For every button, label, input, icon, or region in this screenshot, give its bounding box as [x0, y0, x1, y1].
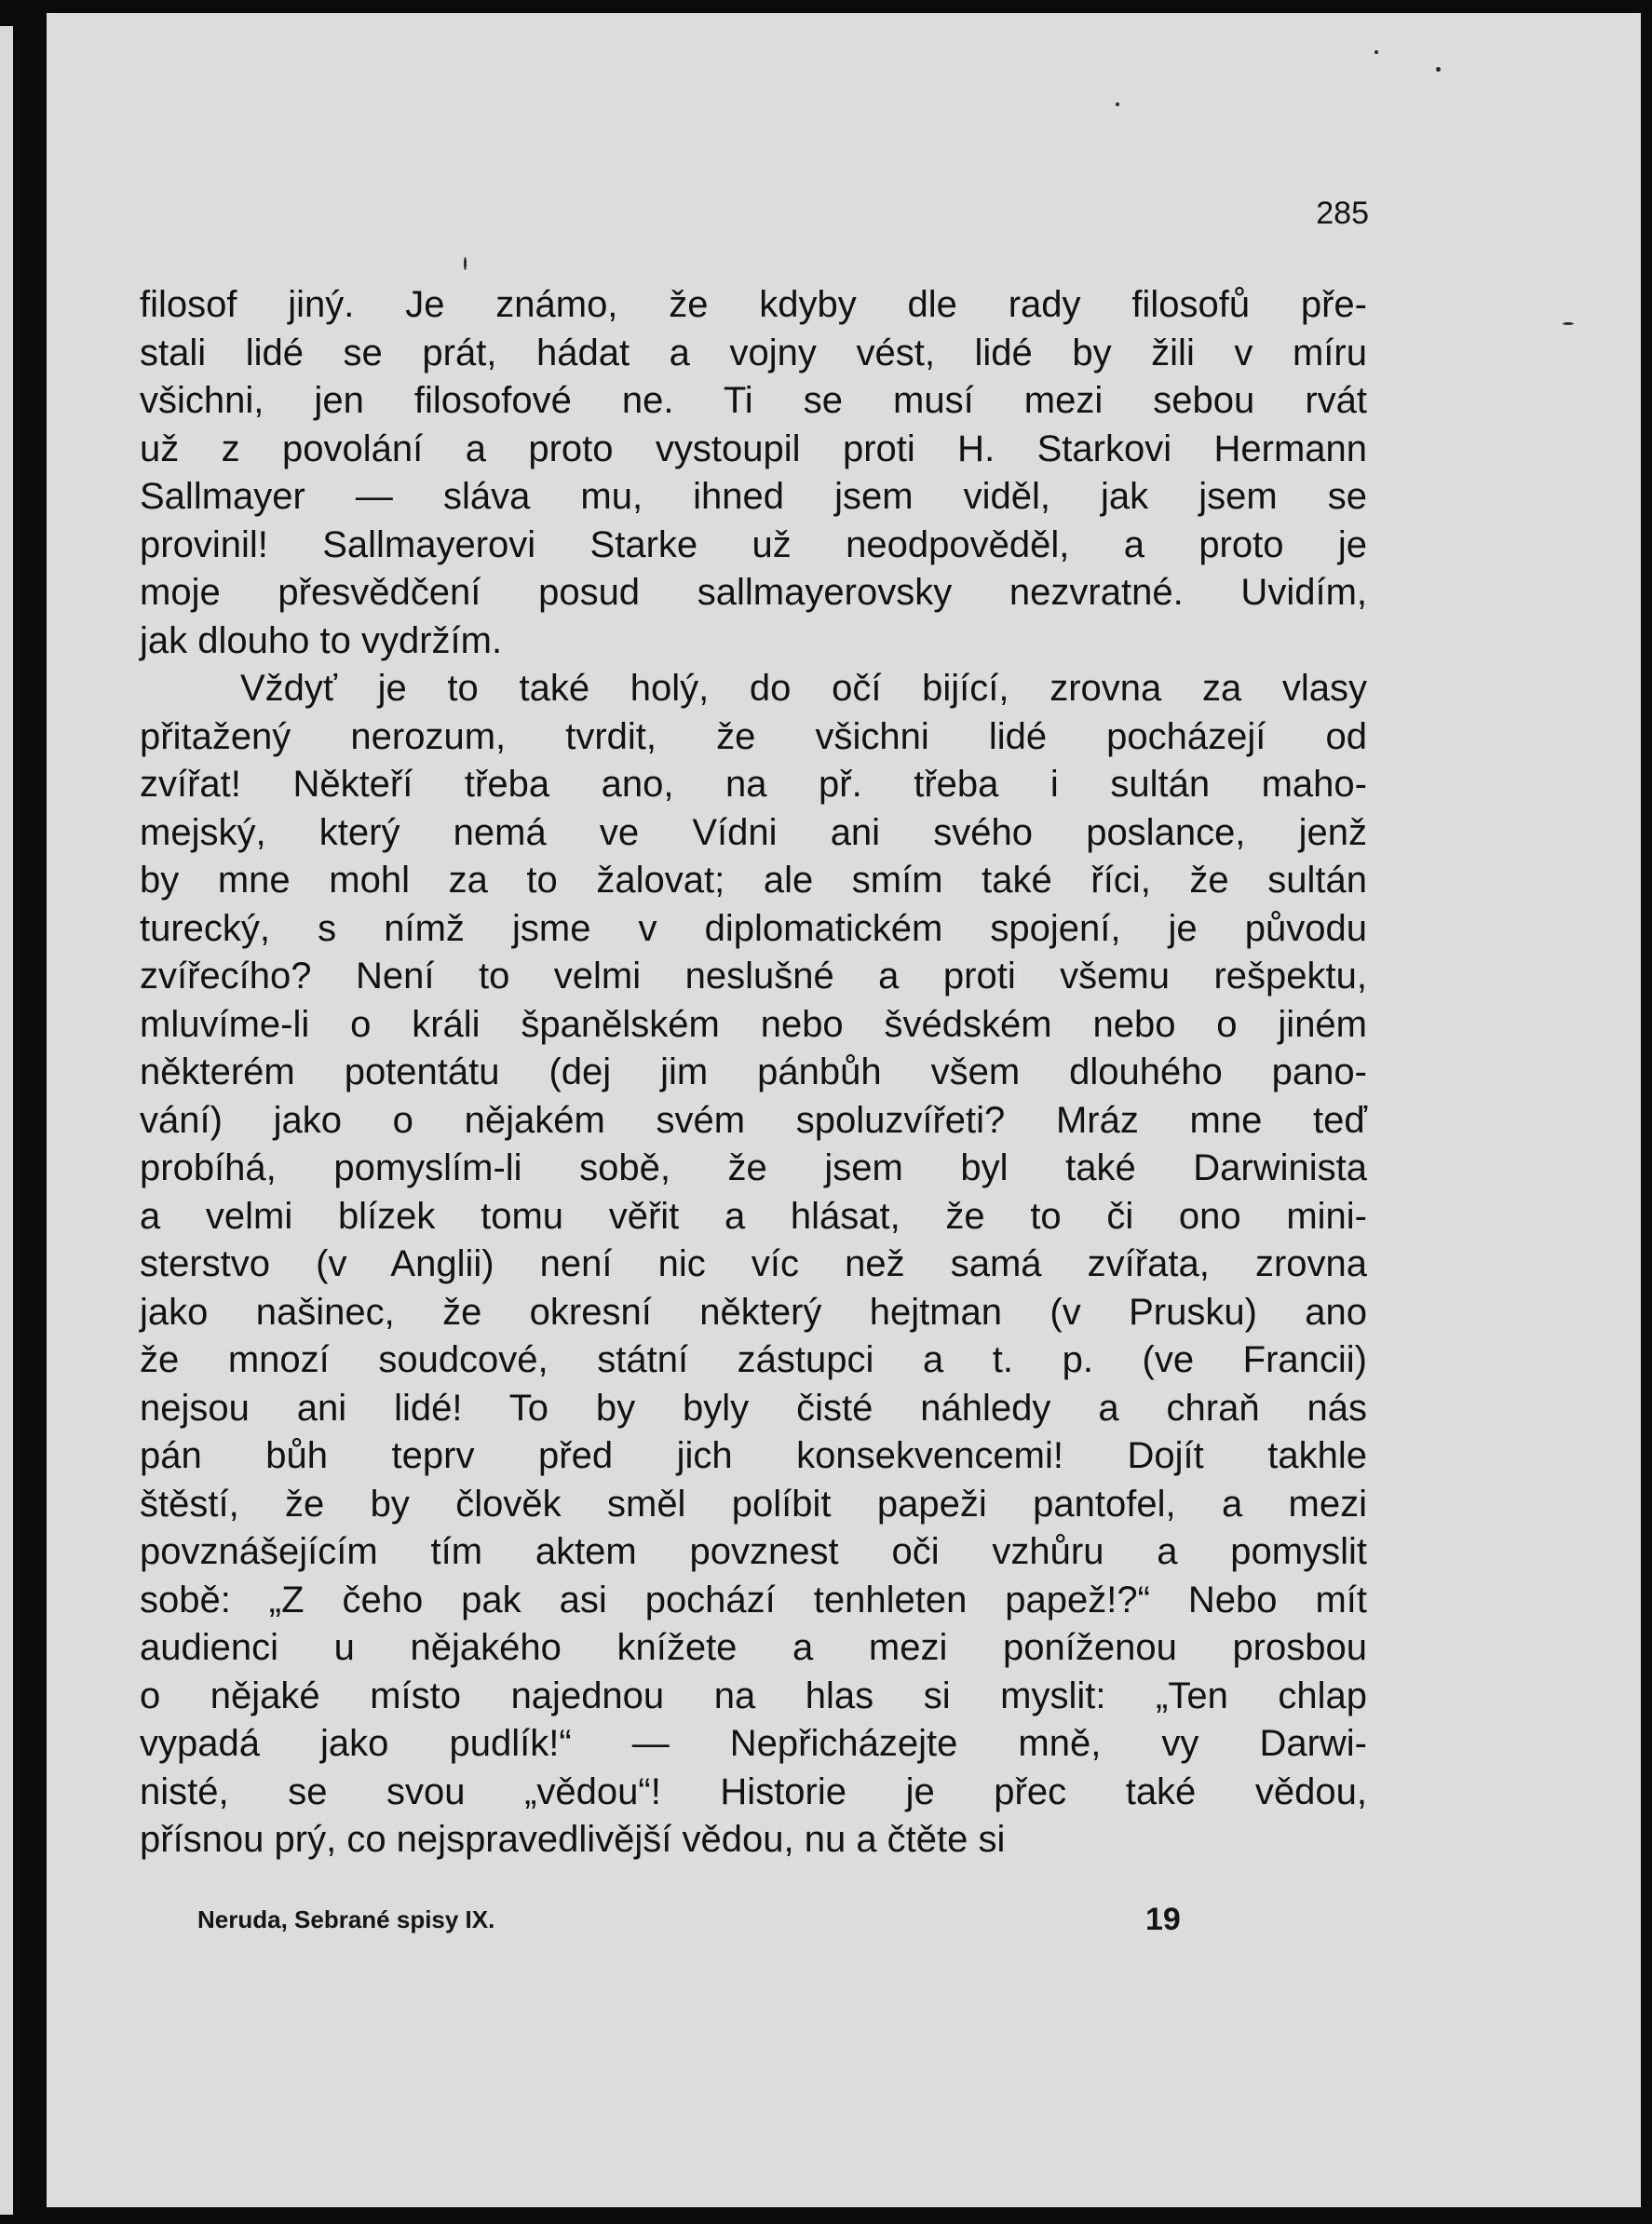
text-line: sterstvo (v Anglii) není nic víc než samá zvířata, zrovna: [140, 1243, 1367, 1284]
text-line: zvířat! Někteří třeba ano, na př. třeba i sultán maho-: [140, 764, 1367, 805]
footer-book-title: Neruda, Sebrané spisy IX.: [197, 1905, 495, 1933]
paragraph: [140, 665, 1367, 1865]
dust-speck: [1374, 50, 1378, 54]
text-line: audienci u nějakého knížete a mezi poníženou prosbou: [140, 1627, 1367, 1668]
text-line: stali lidé se prát, hádat a vojny vést, lidé by žili v míru: [140, 332, 1367, 373]
text-line: mluvíme-li o králi španělském nebo švédském nebo o jiném: [140, 1003, 1367, 1045]
text-line: probíhá, pomyslím-li sobě, že jsem byl také Darwinista: [140, 1147, 1367, 1188]
paragraph: [140, 281, 1367, 665]
text-line: turecký, s nímž jsme v diplomatickém spojení, je původu: [140, 907, 1367, 949]
text-line: vání) jako o nějakém svém spoluzvířeti? Mráz mne teď: [140, 1099, 1367, 1141]
text-line: filosof jiný. Je známo, že kdyby dle rady filosofů pře-: [140, 284, 1367, 325]
text-line: a velmi blízek tomu věřit a hlásat, že to či ono mini-: [140, 1195, 1367, 1237]
text-line: přitažený nerozum, tvrdit, že všichni lidé pocházejí od: [140, 715, 1367, 757]
text-line: vypadá jako pudlík!“ — Nepřicházejte mně, vy Darwi-: [140, 1723, 1367, 1764]
text-line: Sallmayer — sláva mu, ihned jsem viděl, jak jsem se: [140, 476, 1367, 517]
dust-speck: [1563, 322, 1574, 325]
dust-speck: [464, 257, 467, 270]
text-line: mejský, který nemá ve Vídni ani svého poslance, jenž: [140, 811, 1367, 853]
text-line: jako našinec, že okresní některý hejtman (v Prusku) ano: [140, 1291, 1367, 1333]
text-line: že mnozí soudcové, státní zástupci a t. p. (ve Francii): [140, 1339, 1367, 1380]
body-text: [140, 281, 1367, 1865]
text-line: by mne mohl za to žalovat; ale smím také říci, že sultán: [140, 860, 1367, 901]
text-line: provinil! Sallmayerovi Starke už neodpověděl, a proto je: [140, 523, 1367, 565]
adjacent-page-edge: [0, 26, 13, 2215]
dust-speck: [1116, 102, 1119, 106]
text-line: nejsou ani lidé! To by byly čisté náhledy a chraň nás: [140, 1387, 1367, 1429]
text-line: štěstí, že by člověk směl políbit papeži pantofel, a mezi: [140, 1483, 1367, 1525]
text-line: zvířecího? Není to velmi neslušné a proti všemu rešpektu,: [140, 956, 1367, 997]
text-line: nisté, se svou „vědou“! Historie je přec také vědou,: [140, 1770, 1367, 1812]
footer-signature-number: 19: [1145, 1902, 1181, 1937]
text-line: už z povolání a proto vystoupil proti H. Starkovi Hermann: [140, 427, 1367, 469]
text-line: Vždyť je to také holý, do očí bijící, zrovna za vlasy: [240, 668, 1367, 709]
text-line: o nějaké místo najednou na hlas si myslit: „Ten chlap: [140, 1675, 1367, 1716]
text-line: všichni, jen filosofové ne. Ti se musí mezi sebou rvát: [140, 380, 1367, 421]
text-line: jak dlouho to vydržím.: [140, 619, 503, 661]
text-line: povznášejícím tím aktem povznest oči vzhůru a pomyslit: [140, 1531, 1367, 1572]
page-number: 285: [1316, 196, 1369, 231]
text-line: přísnou prý, co nejspravedlivější vědou, nu a čtěte si: [140, 1819, 1006, 1860]
text-line: pán bůh teprv před jich konsekvencemi! Dojít takhle: [140, 1435, 1367, 1476]
text-line: některém potentátu (dej jim pánbůh všem dlouhého pano-: [140, 1051, 1367, 1092]
text-line: moje přesvědčení posud sallmayerovsky nezvratné. Uvidím,: [140, 572, 1367, 613]
dust-speck: [1436, 67, 1441, 72]
text-line: sobě: „Z čeho pak asi pochází tenhleten papež!?“ Nebo mít: [140, 1579, 1367, 1621]
